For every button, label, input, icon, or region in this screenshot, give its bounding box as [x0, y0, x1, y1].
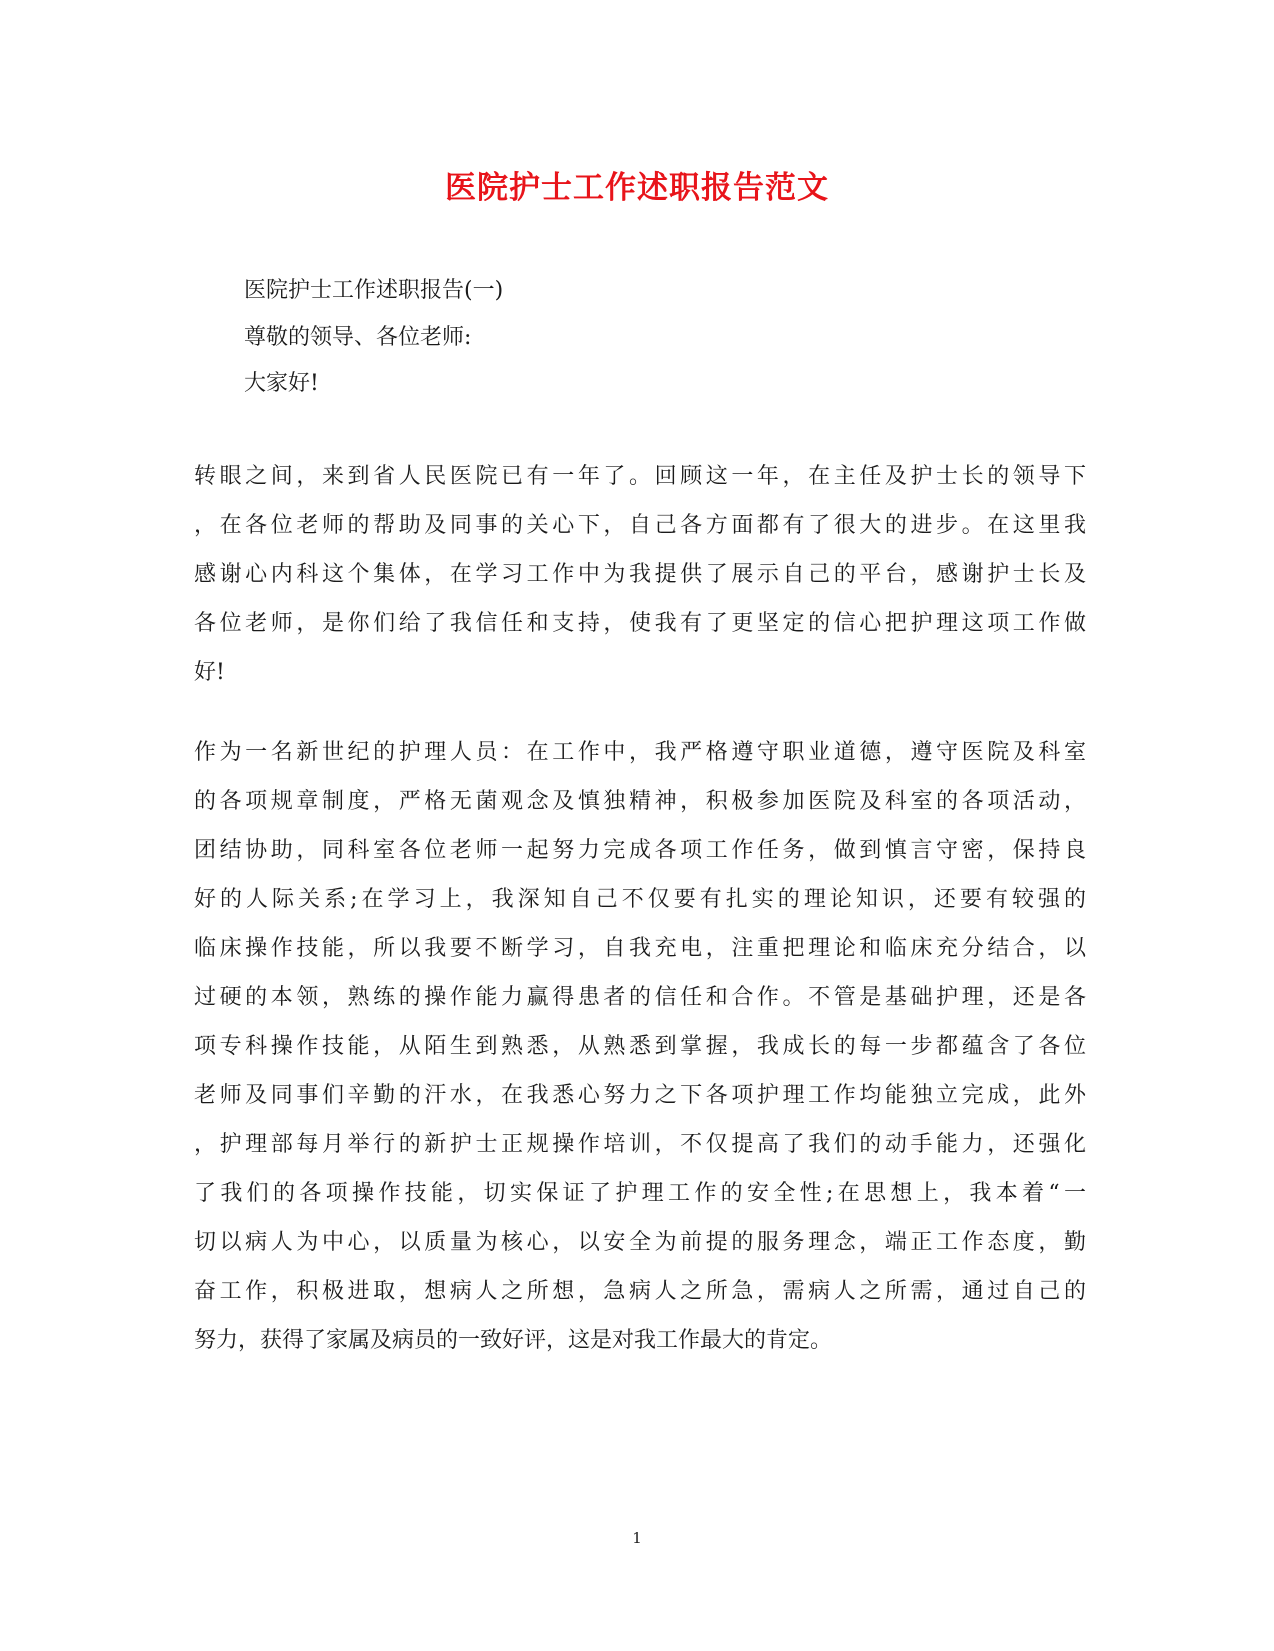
paragraph-line: 老师及同事们辛勤的汗水，在我悉心努力之下各项护理工作均能独立完成，此外: [194, 1083, 1086, 1108]
paragraph-line: 切以病人为中心，以质量为核心，以安全为前提的服务理念，端正工作态度，勤: [194, 1230, 1086, 1255]
paragraph-line: 好的人际关系;在学习上，我深知自己不仅要有扎实的理论知识，还要有较强的: [194, 887, 1086, 912]
paragraph-line: 努力，获得了家属及病员的一致好评，这是对我工作最大的肯定。: [194, 1328, 833, 1353]
paragraph-line: 奋工作，积极进取，想病人之所想，急病人之所急，需病人之所需，通过自己的: [194, 1279, 1086, 1304]
salutation: 尊敬的领导、各位老师:: [244, 325, 472, 350]
greeting: 大家好!: [244, 371, 319, 396]
paragraph-line: 项专科操作技能，从陌生到熟悉，从熟悉到掌握，我成长的每一步都蕴含了各位: [194, 1034, 1086, 1059]
paragraph-gratitude: [194, 452, 1086, 697]
paragraph-work: [194, 728, 1086, 1365]
page-number: 1: [632, 1529, 642, 1547]
report-heading: 医院护士工作述职报告(一): [244, 278, 504, 303]
paragraph-line: 过硬的本领，熟练的操作能力赢得患者的信任和合作。不管是基础护理，还是各: [194, 985, 1086, 1010]
paragraph-line: ，护理部每月举行的新护士正规操作培训，不仅提高了我们的动手能力，还强化: [194, 1132, 1086, 1157]
paragraph-line: 团结协助，同科室各位老师一起努力完成各项工作任务，做到慎言守密，保持良: [194, 838, 1086, 863]
paragraph-line: 感谢心内科这个集体，在学习工作中为我提供了展示自己的平台，感谢护士长及: [194, 562, 1086, 587]
paragraph-line: 各位老师，是你们给了我信任和支持，使我有了更坚定的信心把护理这项工作做: [194, 611, 1086, 636]
paragraph-line: 的各项规章制度，严格无菌观念及慎独精神，积极参加医院及科室的各项活动，: [194, 789, 1086, 814]
paragraph-line: 临床操作技能，所以我要不断学习，自我充电，注重把理论和临床充分结合，以: [194, 936, 1086, 961]
paragraph-line: 好!: [194, 660, 225, 685]
paragraph-line: 作为一名新世纪的护理人员：在工作中，我严格遵守职业道德，遵守医院及科室: [194, 740, 1086, 765]
paragraph-line: 了我们的各项操作技能，切实保证了护理工作的安全性;在思想上，我本着“一: [194, 1181, 1086, 1206]
paragraph-line: 转眼之间，来到省人民医院已有一年了。回顾这一年，在主任及护士长的领导下: [194, 464, 1086, 489]
document-title: 医院护士工作述职报告范文: [445, 170, 829, 206]
paragraph-line: ，在各位老师的帮助及同事的关心下，自己各方面都有了很大的进步。在这里我: [194, 513, 1086, 538]
